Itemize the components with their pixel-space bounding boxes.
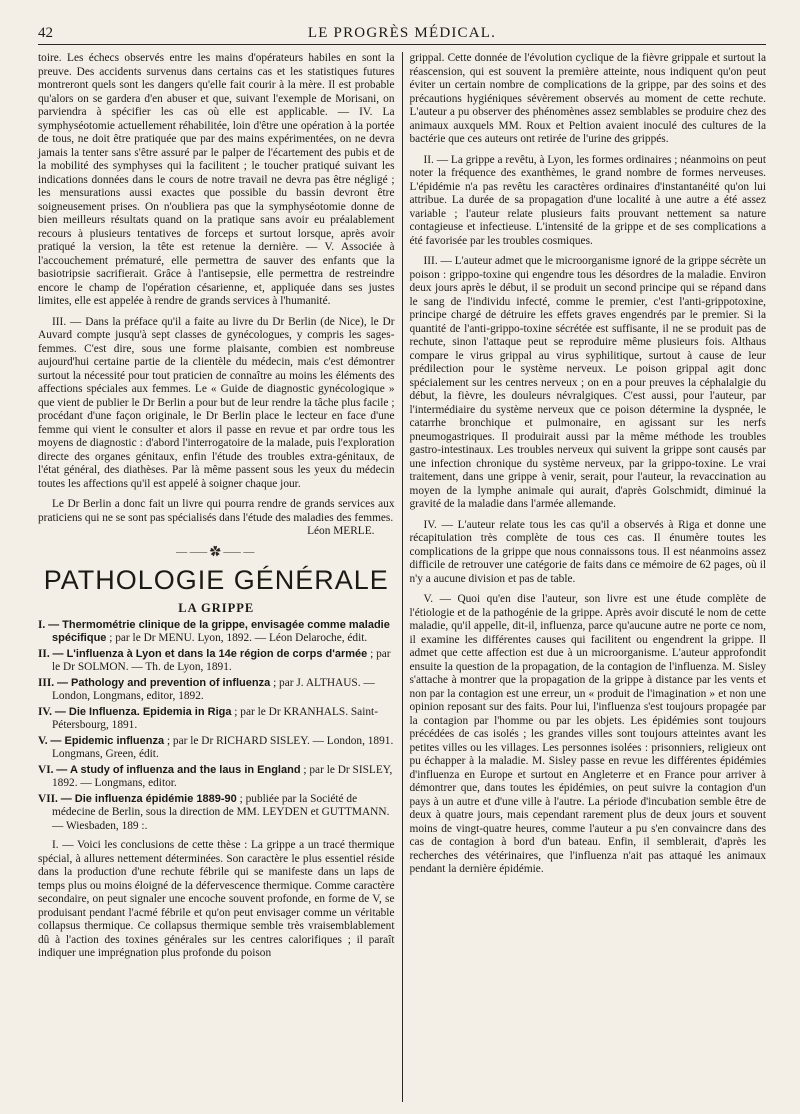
- reference-details: ; par le Dr SOLMON. — Th. de Lyon, 1891.: [52, 647, 391, 673]
- reference-details: ; par le Dr SISLEY, 1892. — Longmans, editor.: [52, 763, 393, 789]
- signature-line: [38, 525, 395, 539]
- reference-item: [38, 677, 395, 704]
- ornament-divider: —⸺✿⸺—: [176, 545, 257, 558]
- two-column-body: [38, 52, 766, 1102]
- reference-title: — Die Influenza. Epidemia in Riga: [54, 705, 232, 718]
- paragraph: III. — L'auteur admet que le microorganisme ignoré de la grippe sécrète un poison : grippo-toxine qui engendre tous les désordres de la maladie. Environ deux jours après le début, il se produit un second principe qui se répand dans le sang de l'individu infecté, comme le premier, c'est l'anti-grippotoxine, principe chargé de détruire les effets graves engendrés par le premier. Si la quantité de l'anti-grippo-toxine sécrétée est suffisante, il ne se produit pas de rechute, sinon l'attaque peut se reproduire même plusieurs fois. Althaus compare le virus grippal au virus syphilitique, surtout à cause de leur prédilection pour le système nerveux. Le poison grippal agit donc spécialement sur les centres nerveux ; on en a pour preuves la céphalalgie du début, la fièvre, les douleurs névralgiques. C'est aussi, pour l'auteur, par l'intermédiaire du système nerveux que ce poison détermine la dyspnée, le catarrhe bronchique et pulmonaire, en agissant sur les nerfs pneumogastriques. Il produirait aussi par la même méthode les troubles gastro-intestinaux. Les troubles nerveux qui suivent la grippe sont causés par une infection chronique du système nerveux, par la grippo-toxine. Le vrai traitement, dans une grippe à venir, serait, pour l'auteur, la revaccination au moyen de la lymphe animale qui aurait, d'après Golschmidt, diminué la gravité de la maladie dans l'armée allemande.: [409, 255, 766, 510]
- paragraph: toire. Les échecs observés entre les mains d'opérateurs habiles en sont la preuve. Des accidents survenus dans certains cas et les statistiques futures montreront quels sont les dangers qu'elle fait courir à la mère. Il est probable qu'alors on se gardera d'en abuser et que, suivant l'exemple de Morisani, on parviendra à spécifier les cas où elle est applicable. — IV. La symphyséotomie actuellement réhabilitée, loin d'être une opération à la portée de tous, ne doit être pratiquée que par des mains expérimentées, on ne devra jamais la tenter sans s'être assuré par le palper de l'écartement des pubis et de la mobilité des symphyses qui la facilitent ; le toucher pratiqué suivant les indications données dans le cours de notre travail ne devra pas être négligé ; les mensurations aussi exactes que possible du bassin devront être soigneusement prises. On n'oubliera pas que la symphyséotomie donne de bien meilleurs résultats quand on la pratique sans avoir eu préalablement recours à plusieurs tentatives de forceps et surtout lorsque, après avoir pratiqué la version, la tête est retenue la dernière. — V. Associée à l'accouchement prématuré, elle permettra de sauver des enfants que la basiotripsie sacrifierait. Grâce à l'antisepsie, elle permettra de restreindre encore le champ de l'opération césarienne, et, appliquée dans ses justes limites, elle est appelée à rendre de grands services à l'humanité.: [38, 52, 395, 307]
- paragraph: Le Dr Berlin a donc fait un livre qui pourra rendre de grands services aux praticiens qui ne se sont pas spécialisés dans l'étude des maladies des femmes.: [38, 498, 395, 524]
- reference-title: — L'influenza à Lyon et dans la 14e région de corps d'armée: [52, 647, 368, 660]
- reference-item: [38, 793, 395, 834]
- reference-details: ; par le Dr MENU. Lyon, 1892. — Léon Delaroche, édit.: [106, 632, 368, 644]
- left-column: [38, 52, 395, 1102]
- reference-item: [38, 735, 395, 762]
- journal-title: LE PROGRÈS MÉDICAL.: [307, 25, 497, 41]
- reference-title: — Pathology and prevention of influenza: [56, 676, 271, 689]
- reference-number: V.: [38, 734, 48, 747]
- paragraph: I. — Voici les conclusions de cette thèse : La grippe a un tracé thermique spécial, à allures nettement déterminées. Son caractère le plus essentiel réside dans la production d'une rechute fébrile qui se manifeste dans un laps de temps plus ou moins éloigné de la défervescence thermique. Comme caractère secondaire, on peut signaler une encoche souvent profonde, en forme de V, se produisant pendant l'acmé fébrile et qu'on peut envisager comme un véritable collapsus thermique. Ce collapsus thermique semble très vraisemblablement dû à l'action des toxines générales sur les centres calorifiques ; il paraît indiquer une imprégnation plus profonde du poison: [38, 839, 395, 959]
- reference-item: [38, 619, 395, 646]
- reference-details: ; par J. ALTHAUS. — London, Longmans, editor, 1892.: [52, 676, 375, 702]
- paragraph: III. — Dans la préface qu'il a faite au livre du Dr Berlin (de Nice), le Dr Auvard compte jusqu'à sept classes de gynécologues, y compris les sages-femmes. C'est dire, sous une forme plaisante, combien est nombreuse aujourd'hui certaine partie de la clientèle du médecin, mais c'est démontrer surtout la nécessité pour tout praticien de connaître au moins les éléments des affections spéciales aux femmes. Le « Guide de diagnostic gynécologique » que vient de publier le Dr Berlin a pour but de leur rendre la tâche plus facile ; procédant d'une façon originale, le Dr Berlin place le lecteur en face d'une femme qui vient le consulter et alors il passe en revue et par ordre tous les moyens de diagnostic : d'abord l'interrogatoire de la malade, puis l'exploration directe des organes génitaux, enfin l'étude des troubles extra-génitaux, de l'état général, des diathèses. Par là même passent sous les yeux du médecin toutes les affections qu'il est appelé à soigner chaque jour.: [38, 315, 395, 490]
- reference-item: [38, 764, 395, 791]
- author-signature: Léon MERLE.: [307, 525, 375, 537]
- reference-details: ; publiée par la Société de médecine de Berlin, sous la direction de MM. LEYDEN et GUTTMANN. — Wiesbaden, 189 :.: [52, 792, 390, 832]
- reference-item: [38, 648, 395, 675]
- running-header: [38, 24, 766, 45]
- paragraph: grippal. Cette donnée de l'évolution cyclique de la fièvre grippale et surtout la réascension, qui est souvent la première atteinte, nous indiquent qu'on peut éviter un certain nombre de complications de la grippe, par des soins et des précautions hygiéniques sévèrement observés au moment de cette rechute. L'auteur a pu observer des phénomènes assez semblables se produire chez des animaux auxquels MM. Roux et Peltion avaient inoculé des cultures de la bactérie que ces auteurs ont retirée de l'urine des grippés.: [409, 52, 766, 145]
- reference-title: — Die influenza épidémie 1889-90: [60, 792, 237, 805]
- reference-details: ; par le Dr KRANHALS. Saint-Pétersbourg, 1891.: [52, 705, 378, 731]
- reference-list: [38, 619, 395, 834]
- reference-number: III.: [38, 676, 55, 689]
- reference-number: II.: [38, 647, 50, 660]
- section-title: PATHOLOGIE GÉNÉRALE: [43, 564, 389, 595]
- reference-number: I.: [38, 618, 46, 631]
- paragraph: IV. — L'auteur relate tous les cas qu'il a observés à Riga et donne une récapitulation très complète de tous ces cas. Il énumère toutes les complications de la grippe que nous connaissons tous. Il est néanmoins assez difficile de retrouver une catégorie de faits dans ce mémoire de 62 pages, où il n'y a aucune division et pas de table.: [409, 518, 766, 585]
- reference-title: — Epidemic influenza: [50, 734, 165, 747]
- reference-item: [38, 706, 395, 733]
- reference-title: — A study of influenza and the laus in England: [56, 763, 301, 776]
- reference-details: ; par le Dr RICHARD SISLEY. — London, 1891. Longmans, Green, édit.: [52, 734, 394, 760]
- reference-number: VII.: [38, 792, 58, 805]
- subsection-title: LA GRIPPE: [178, 600, 255, 615]
- page-number: 42: [38, 25, 53, 41]
- column-rule: [402, 52, 403, 1102]
- right-column: [410, 52, 767, 1102]
- paragraph: V. — Quoi qu'en dise l'auteur, son livre est une étude complète de l'étiologie et de la pathogénie de la grippe. Après avoir discuté le nom de cette maladie, qu'il appelle, dit-il, influenza, parce qu'aucune autre ne porte ce nom, il examine les différentes causes qui facilitent ou engendrent la grippe. Il admet que cette affection est due à un microorganisme. L'auteur approfondit ensuite la question de la propagation, de la contagion de l'influenza. M. Sisley s'attache à montrer que la propagation de la grippe à distance par les vents et non par la contagion est une erreur, un « produit de l'imagination » et non une opinion reposant sur des faits. Pour lui, l'influenza s'est toujours propagée par la contagion par l'homme ou par les objets. Les épidémies sont toujours précédées de cas isolés ; les grandes villes sont toujours atteintes avant les petites villes ou les villages. Les personnes isolées : prisonniers, religieux ont pu échapper à la maladie. M. Sisley passe en revue les différentes épidémies d'influenza en Europe et surtout en Angleterre et en France pour arriver à démontrer que, dans toutes les épidémies, on peut suivre la contagion d'un pays à un autre et d'une ville à l'autre. La période d'incubation semble être de deux à quatre jours, mais cependant rarement plus de deux jours et souvent moins de vingt-quatre heures, comme l'auteur a pu s'en convaincre dans des cas de contagion à bord d'un bateau. Enfin, il semblerait, d'après les recherches des vétérinaires, que l'influenza n'ait pas attaqué les animaux pendant la dernière épidémie.: [409, 593, 766, 875]
- reference-number: IV.: [38, 705, 52, 718]
- reference-title: — Thermométrie clinique de la grippe, envisagée comme maladie spécifique: [48, 618, 390, 644]
- paragraph: II. — La grippe a revêtu, à Lyon, les formes ordinaires ; néanmoins on peut noter la fréquence des exanthèmes, le grand nombre de formes nerveuses. L'épidémie n'a pas revêtu les caractères ordinaires d'instantanéité qu'on lui attribue. La durée de sa propagation d'une localité à une autre a été assez variable ; l'auteur relate plusieurs faits prouvant nettement sa nature contagieuse et infectieuse. L'intensité de la grippe et de ses complications a été favorisée par les troubles cosmiques.: [409, 153, 766, 247]
- reference-number: VI.: [38, 763, 54, 776]
